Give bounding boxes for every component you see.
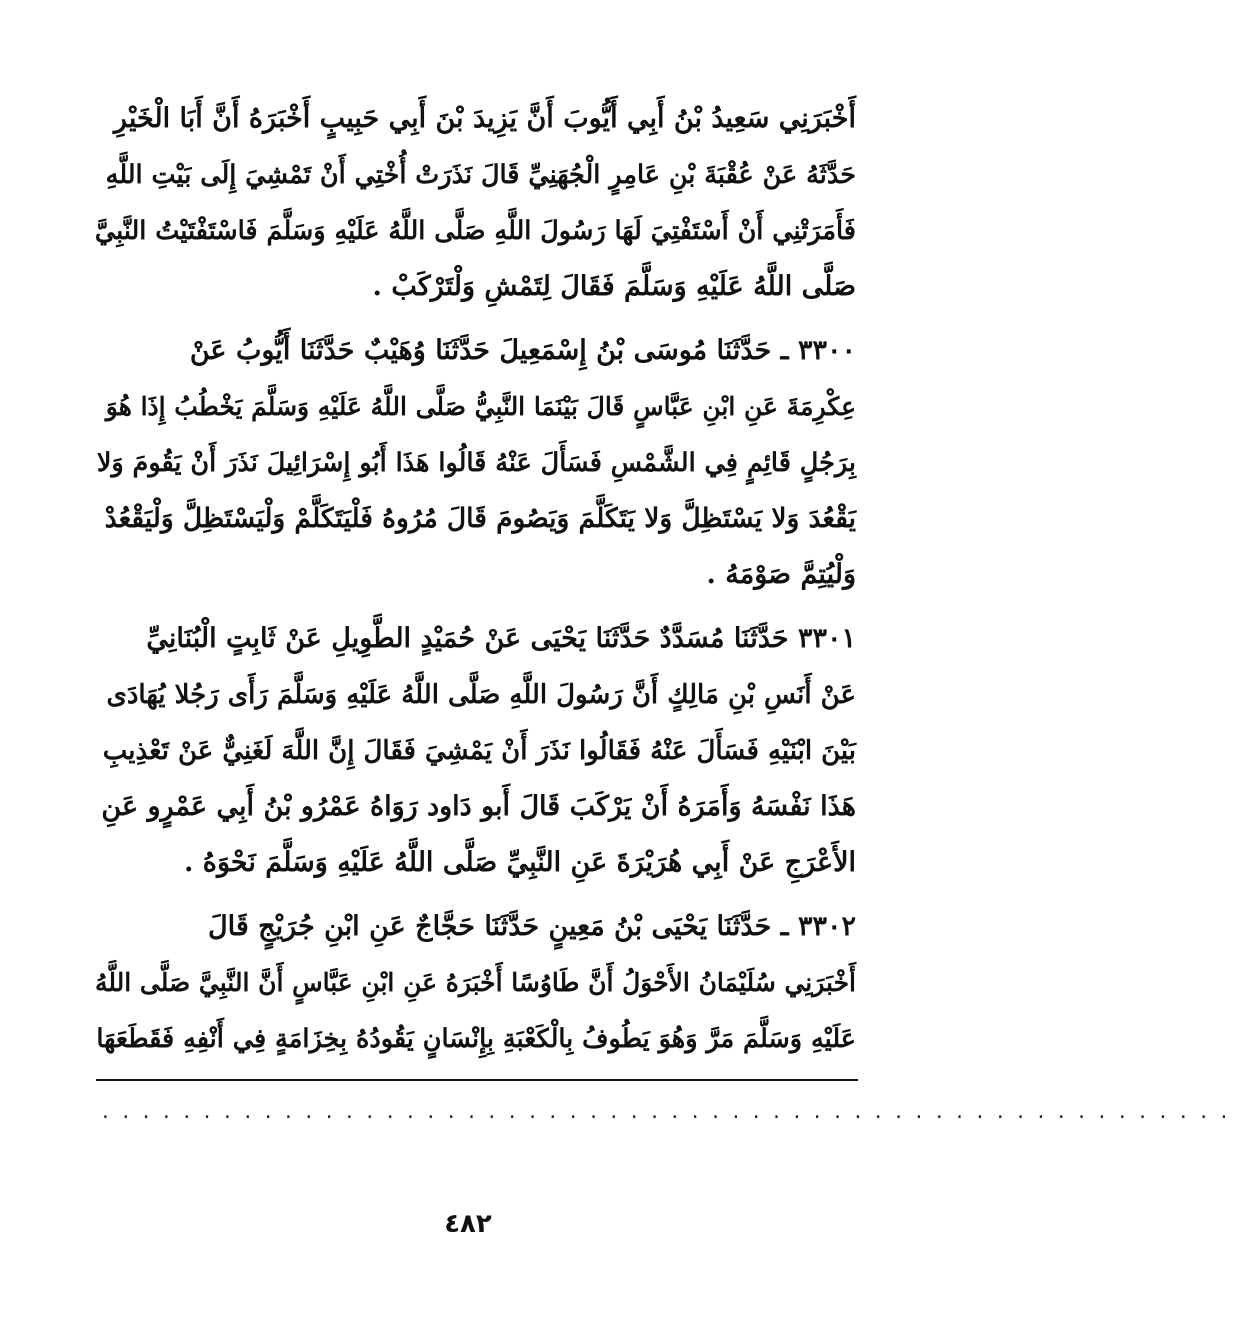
- text-line: عِكْرِمَةَ عَنِ ابْنِ عَبَّاسٍ قَالَ بَيْنَمَا النَّبِيُّ صَلَّى اللَّهُ عَلَيْهِ وَسَلَّمَ يَخْطُبُ إِذَا هُوَ: [105, 392, 856, 421]
- text-line: أَخْبَرَنِي سَعِيدُ بْنُ أَبِي أَيُّوبَ أَنَّ يَزِيدَ بْنَ أَبِي حَبِيبٍ أَخْبَرَهُ أَنَّ أَبَا الْخَيْرِ: [113, 103, 856, 134]
- text-line: فَأَمَرَتْنِي أَنْ أَسْتَفْتِيَ لَهَا رَسُولَ اللَّهِ صَلَّى اللَّهُ عَلَيْهِ وَسَلَّمَ فَاسْتَفْتَيْتُ النَّبِيَّ: [94, 216, 856, 246]
- body-text: [96, 91, 856, 1067]
- paragraph-hadith-3302: [96, 899, 856, 1067]
- text-line: ٣٣٠٠ ـ حَدَّثَنَا مُوسَى بْنُ إِسْمَعِيلَ حَدَّثَنَا وُهَيْبٌ حَدَّثَنَا أَيُّوبُ عَنْ: [189, 335, 856, 366]
- page-number: ٤٨٢: [444, 1209, 492, 1239]
- paragraph-gap: [96, 603, 856, 611]
- text-line: بَيْنَ ابْنَيْهِ فَسَأَلَ عَنْهُ فَقَالُوا نَذَرَ أَنْ يَمْشِيَ فَقَالَ إِنَّ اللَّهَ لَغَنِيٌّ عَنْ تَعْذِيبِ: [102, 736, 856, 766]
- text-line: حَدَّثَهُ عَنْ عُقْبَةَ بْنِ عَامِرٍ الْجُهَنِيِّ قَالَ نَذَرَتْ أُخْتِي أَنْ تَمْشِيَ إِلَى بَيْتِ اللَّهِ: [105, 160, 856, 190]
- text-line: هَذَا نَفْسَهُ وَأَمَرَهُ أَنْ يَرْكَبَ قَالَ أَبو دَاود رَوَاهُ عَمْرُو بْنُ أَبِي عَمْرٍو عَنِ: [101, 791, 856, 822]
- paragraph-hadith-3301: [96, 611, 856, 891]
- footnote-divider: [96, 1079, 858, 1081]
- paragraph-hadith-3300: [96, 323, 856, 603]
- text-line: الأَعْرَجِ عَنْ أَبِي هُرَيْرَةَ عَنِ النَّبِيِّ صَلَّى اللَّهُ عَلَيْهِ وَسَلَّمَ نَحْوَهُ .: [184, 847, 856, 878]
- text-line: أَخْبَرَنِي سُلَيْمَانُ الأَحْوَلُ أَنَّ طَاوُسًا أَخْبَرَهُ عَنِ ابْنِ عَبَّاسٍ أَنَّ النَّبِيَّ صَلَّى اللَّهُ: [94, 968, 856, 997]
- text-line: يَقْعُدَ وَلا يَسْتَظِلَّ وَلا يَتَكَلَّمَ وَيَصُومَ قَالَ مُرُوهُ فَلْيَتَكَلَّمْ وَلْيَسْتَظِلَّ وَلْيَقْعُدْ: [104, 503, 856, 534]
- text-line: بِرَجُلٍ قَائِمٍ فِي الشَّمْسِ فَسَأَلَ عَنْهُ قَالُوا هَذَا أَبُو إِسْرَائِيلَ نَذَرَ أَنْ يَقُومَ وَلا: [96, 448, 856, 478]
- paragraph-gap: [96, 315, 856, 323]
- paragraph-gap: [96, 891, 856, 899]
- text-line: ٣٣٠١ حَدَّثَنَا مُسَدَّدٌ حَدَّثَنَا يَحْيَى عَنْ حُمَيْدٍ الطَّوِيلِ عَنْ ثَابِتٍ الْبُنَانِيِّ: [146, 623, 856, 654]
- text-line: صَلَّى اللَّهُ عَلَيْهِ وَسَلَّمَ فَقَالَ لِتَمْشِ وَلْتَرْكَبْ .: [372, 271, 856, 302]
- text-line: وَلْيُتِمَّ صَوْمَهُ .: [706, 559, 856, 590]
- text-line: ٣٣٠٢ ـ حَدَّثَنَا يَحْيَى بْنُ مَعِينٍ حَدَّثَنَا حَجَّاجٌ عَنِ ابْنِ جُرَيْجٍ قَالَ: [208, 911, 856, 942]
- paragraph-1: [96, 91, 856, 315]
- text-line: عَنْ أَنَسِ بْنِ مَالِكٍ أَنَّ رَسُولَ اللَّهِ صَلَّى اللَّهُ عَلَيْهِ وَسَلَّمَ رَأَى رَجُلا يُهَادَى: [106, 680, 856, 710]
- footnote-dotted-line: ........................................................: [100, 1102, 1239, 1123]
- text-line: عَلَيْهِ وَسَلَّمَ مَرَّ وَهُوَ يَطُوفُ بِالْكَعْبَةِ بِإِنْسَانٍ يَقُودُهُ بِخِزَامَةٍ فِي أَنْفِهِ فَقَطَعَهَا: [96, 1024, 856, 1054]
